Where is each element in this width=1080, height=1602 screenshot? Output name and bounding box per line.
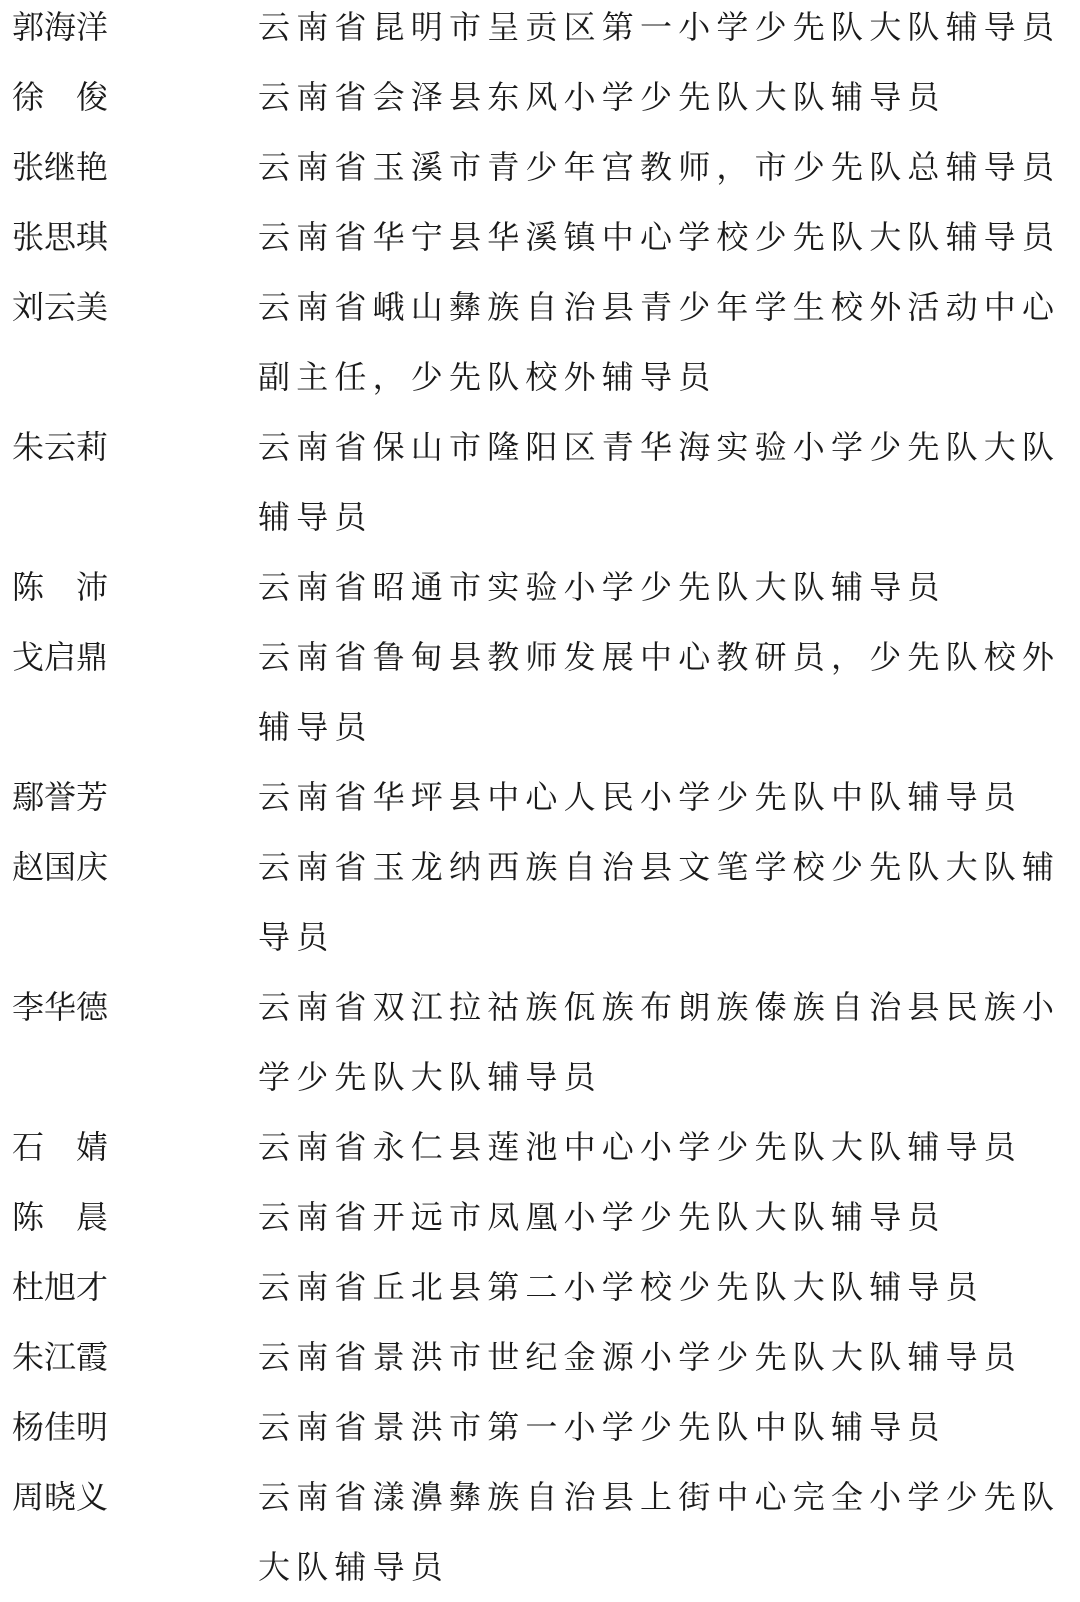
- list-item: [0, 132, 1068, 202]
- person-name: 陈 晨: [12, 1198, 109, 1236]
- list-item: [0, 1392, 1068, 1462]
- person-description: 云南省保山市隆阳区青华海实验小学少先队大队辅导员: [258, 428, 1061, 536]
- person-description: 云南省华宁县华溪镇中心学校少先队大队辅导员: [258, 218, 1061, 256]
- person-description: 云南省鲁甸县教师发展中心教研员，少先队校外辅导员: [258, 638, 1061, 746]
- person-name: 陈 沛: [12, 568, 109, 606]
- list-item: [0, 1112, 1068, 1182]
- person-name: 李华德: [12, 988, 109, 1026]
- list-item: [0, 1322, 1068, 1392]
- list-item: [0, 412, 1068, 552]
- person-name: 周晓义: [12, 1478, 109, 1516]
- person-description: 云南省峨山彝族自治县青少年学生校外活动中心副主任，少先队校外辅导员: [258, 288, 1061, 396]
- person-description: 云南省丘北县第二小学校少先队大队辅导员: [258, 1268, 984, 1306]
- person-description: 云南省景洪市第一小学少先队中队辅导员: [258, 1408, 946, 1446]
- person-name: 戈启鼎: [12, 638, 109, 676]
- list-item: [0, 1252, 1068, 1322]
- person-description: 云南省会泽县东风小学少先队大队辅导员: [258, 78, 946, 116]
- person-name: 朱云莉: [12, 428, 109, 466]
- list-item: [0, 1462, 1068, 1602]
- list-item: [0, 762, 1068, 832]
- person-description: 云南省双江拉祜族佤族布朗族傣族自治县民族小学少先队大队辅导员: [258, 988, 1061, 1096]
- list-item: [0, 832, 1068, 972]
- person-name: 刘云美: [12, 288, 109, 326]
- person-name: 郭海洋: [12, 8, 109, 46]
- list-item: [0, 272, 1068, 412]
- person-name: 杨佳明: [12, 1408, 109, 1446]
- person-description: 云南省昭通市实验小学少先队大队辅导员: [258, 568, 946, 606]
- list-item: [0, 552, 1068, 622]
- person-name: 张思琪: [12, 218, 109, 256]
- person-description: 云南省昆明市呈贡区第一小学少先队大队辅导员: [258, 8, 1061, 46]
- person-name: 徐 俊: [12, 78, 109, 116]
- person-name: 鄢誉芳: [12, 778, 109, 816]
- person-name: 杜旭才: [12, 1268, 109, 1306]
- list-item: [0, 202, 1068, 272]
- list-item: [0, 1182, 1068, 1252]
- person-name: 张继艳: [12, 148, 109, 186]
- person-description: 云南省景洪市世纪金源小学少先队大队辅导员: [258, 1338, 1023, 1376]
- list-item: [0, 62, 1068, 132]
- person-description: 云南省玉龙纳西族自治县文笔学校少先队大队辅导员: [258, 848, 1061, 956]
- person-name: 赵国庆: [12, 848, 109, 886]
- list-item: [0, 972, 1068, 1112]
- person-description: 云南省漾濞彝族自治县上街中心完全小学少先队大队辅导员: [258, 1478, 1061, 1586]
- list-item: [0, 0, 1068, 62]
- person-name: 朱江霞: [12, 1338, 109, 1376]
- list-item: [0, 622, 1068, 762]
- person-description: 云南省华坪县中心人民小学少先队中队辅导员: [258, 778, 1023, 816]
- person-name: 石 婧: [12, 1128, 109, 1166]
- person-description: 云南省永仁县莲池中心小学少先队大队辅导员: [258, 1128, 1023, 1166]
- person-description: 云南省玉溪市青少年宫教师，市少先队总辅导员: [258, 148, 1061, 186]
- person-description: 云南省开远市凤凰小学少先队大队辅导员: [258, 1198, 946, 1236]
